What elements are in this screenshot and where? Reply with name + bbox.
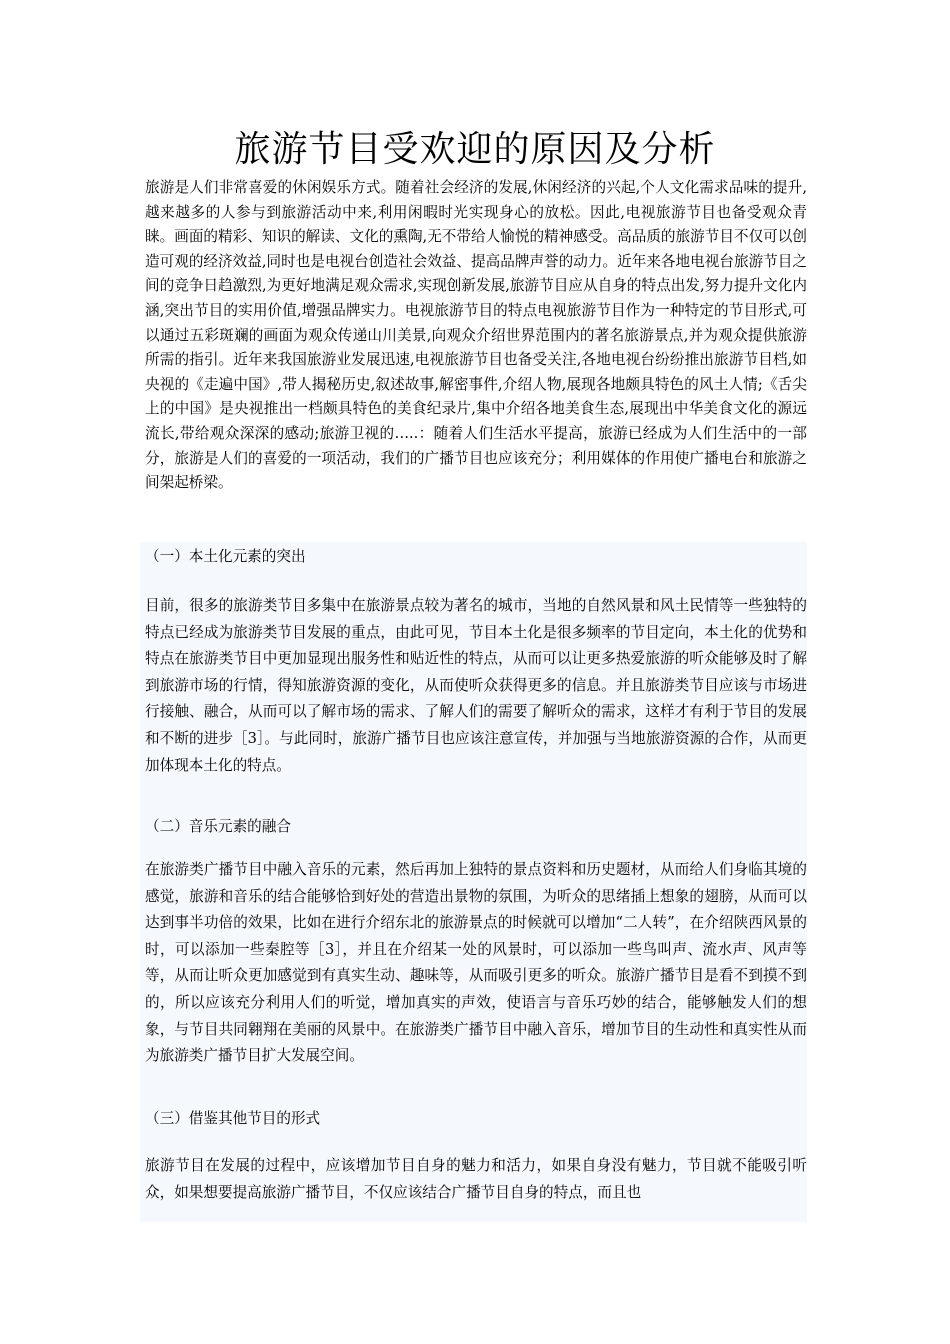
section-body-3: 旅游节目在发展的过程中，应该增加节目自身的魅力和活力，如果自身没有魅力，节目就不能吸引听众，如果想要提高旅游广播节目，不仅应该结合广播节目自身的特点，而且也 (145, 1157, 807, 1201)
document-title: 旅游节目受欢迎的原因及分析 (234, 129, 716, 170)
section-heading-1: （一）本土化元素的突出 (145, 548, 306, 565)
section-heading-2: （二）音乐元素的融合 (145, 818, 291, 835)
section-body-1: 目前，很多的旅游类节目多集中在旅游景点较为著名的城市，当地的自然风景和风土民情等一些独特的特点已经成为旅游类节目发展的重点，由此可见，节目本土化是很多频率的节目定向，本土化的优势和特点在旅游类节目中更加显现出服务性和贴近性的特点，从而可以让更多热爱旅游的听众能够及时了解到旅游市场的行情，得知旅游资源的变化，从而使听众获得更多的信息。并且旅游类节目应该与市场进行接触、融合，从而可以了解市场的需求、了解人们的需要了解听众的需求，这样才有利于节目的发展和不断的进步［3］。与此同时，旅游广播节目也应该注意宣传，并加强与当地旅游资源的合作，从而更加体现本土化的特点。 (145, 597, 807, 774)
section-heading-3: （三）借鉴其他节目的形式 (145, 1110, 321, 1127)
intro-paragraph: 旅游是人们非常喜爱的休闲娱乐方式。随着社会经济的发展,休闲经济的兴起,个人文化需求品味的提升,越来越多的人参与到旅游活动中来,利用闲暇时光实现身心的放松。因此,电视旅游节目也备受观众青睐。画面的精彩、知识的解读、文化的熏陶,无不带给人愉悦的精神感受。高品质的旅游节目不仅可以创造可观的经济效益,同时也是电视台创造社会效益、提高品牌声誉的动力。近年来各地电视台旅游节目之间的竞争日趋激烈,为更好地满足观众需求,实现创新发展,旅游节目应从自身的特点出发,努力提升文化内涵,突出节目的实用价值,增强品牌实力。电视旅游节目的特点电视旅游节目作为一种特定的节目形式,可以通过五彩斑斓的画面为观众传递山川美景,向观众介绍世界范围内的著名旅游景点,并为观众提供旅游所需的指引。近年来我国旅游业发展迅速,电视旅游节目也备受关注,各地电视台纷纷推出旅游节目档,如央视的《走遍中国》,带人揭秘历史,叙述故事,解密事件,介绍人物,展现各地颇具特色的风土人情;《舌尖上的中国》是央视推出一档颇具特色的美食纪录片,集中介绍各地美食生态,展现出中华美食文化的源远流长,带给观众深深的感动;旅游卫视的…..：随着人们生活水平提高，旅游已经成为人们生活中的一部分，旅游是人们的喜爱的一项活动，我们的广播节目也应该充分；利用媒体的作用使广播电台和旅游之间架起桥梁。 (145, 179, 807, 492)
section-body-2: 在旅游类广播节目中融入音乐的元素，然后再加上独特的景点资料和历史题材，从而给人们身临其境的感觉，旅游和音乐的结合能够恰到好处的营造出景物的氛围，为听众的思绪插上想象的翅膀，从而可以达到事半功倍的效果，比如在进行介绍东北的旅游景点的时候就可以增加“二人转”，在介绍陕西风景的时，可以添加一些秦腔等［3］，并且在介绍某一处的风景时，可以添加一些鸟叫声、流水声、风声等等，从而让听众更加感觉到有真实生动、趣味等，从而吸引更多的听众。旅游广播节目是看不到摸不到的，所以应该充分利用人们的听觉，增加真实的声效，使语言与音乐巧妙的结合，能够触发人们的想象，与节目共同翱翔在美丽的风景中。在旅游类广播节目中融入音乐，增加节目的生动性和真实性从而为旅游类广播节目扩大发展空间。 (145, 861, 807, 1065)
